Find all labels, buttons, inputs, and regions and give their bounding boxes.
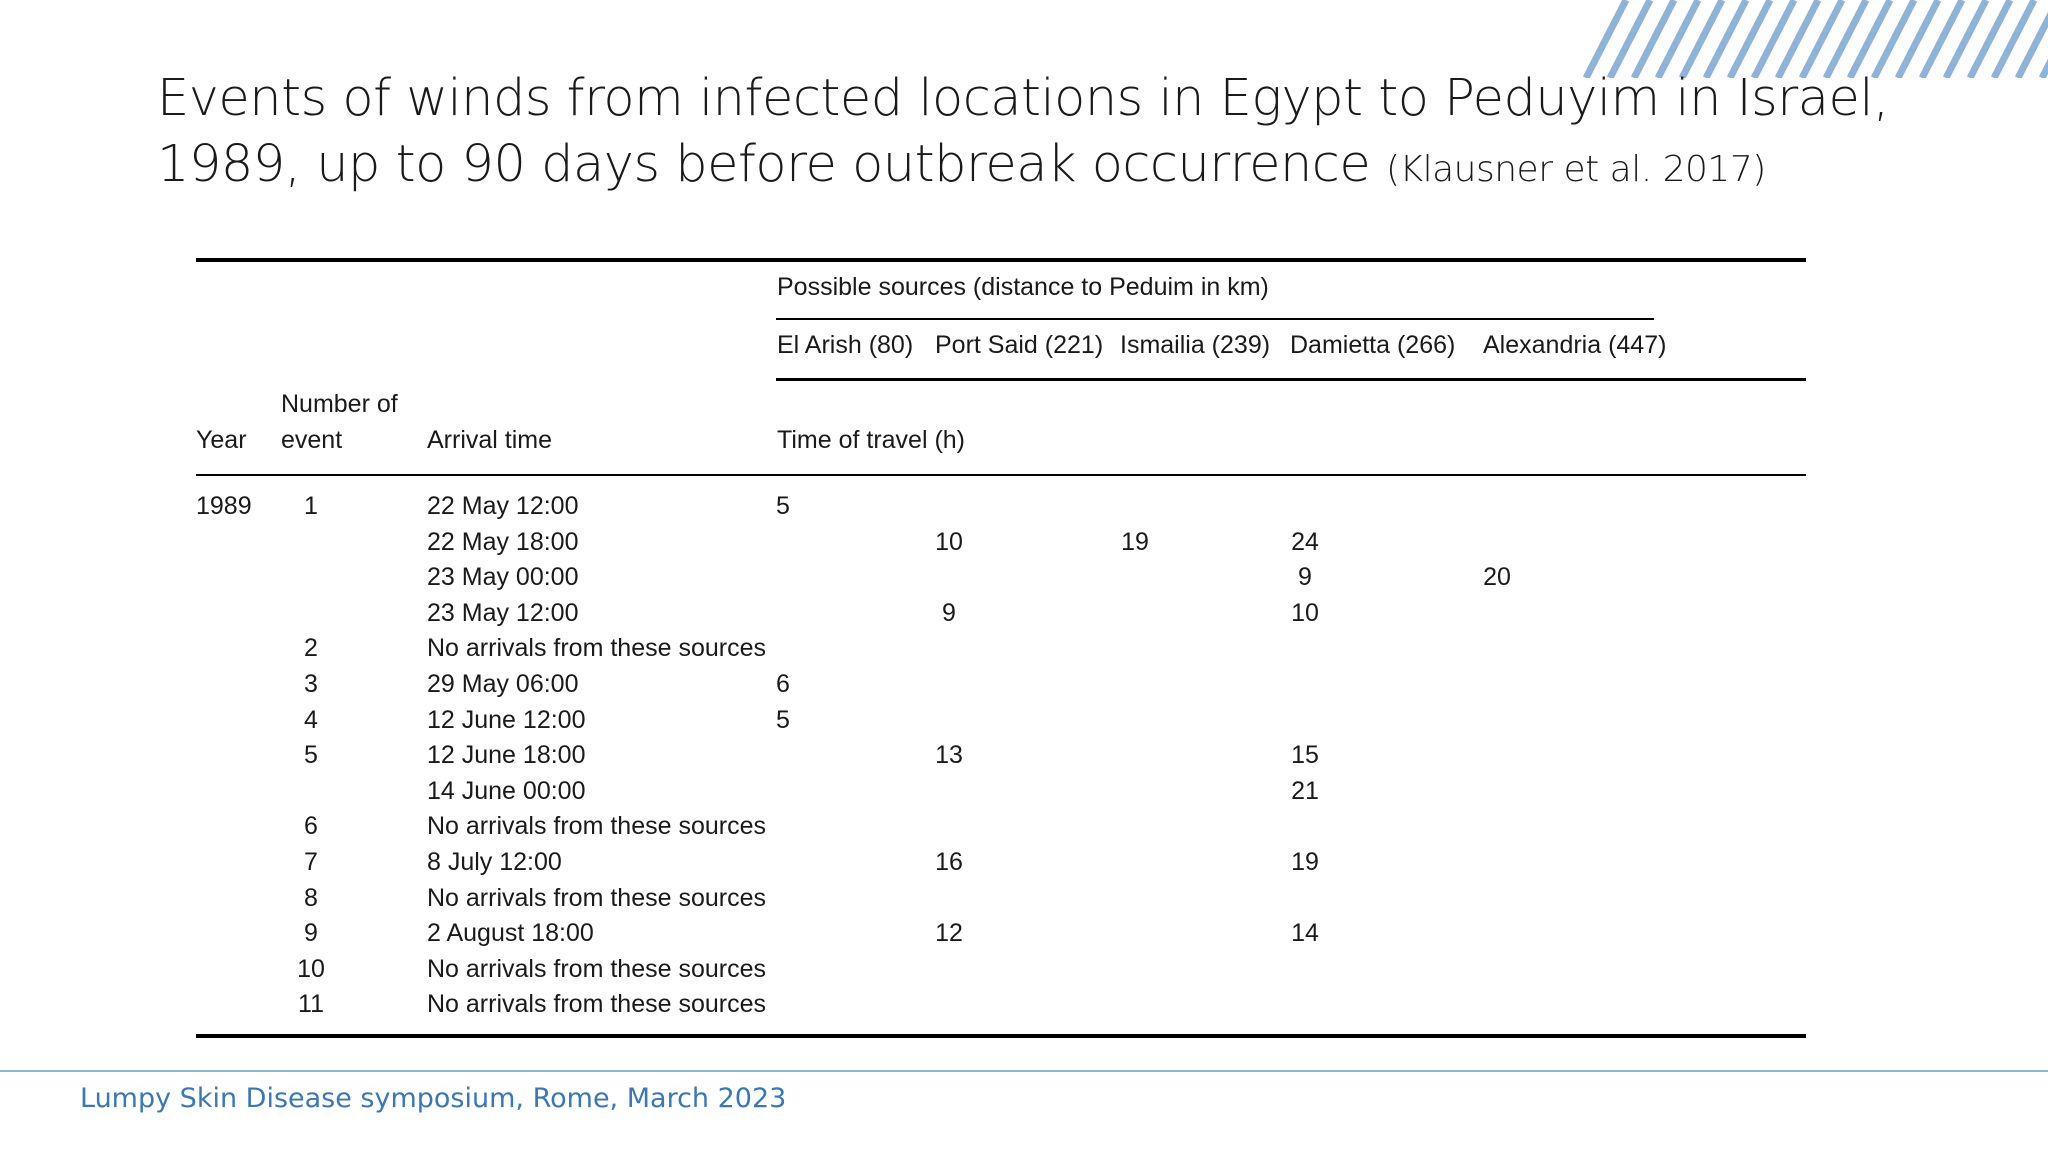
source-header-alexandria: Alexandria (447) [1483,331,1667,359]
row-arrival-time: 23 May 12:00 [427,598,579,627]
row-arrival-time: No arrivals from these sources [427,634,767,663]
row-travel-time: 6 [776,670,790,698]
source-header-damietta: Damietta (266) [1290,331,1456,359]
row-travel-time: 16 [935,848,963,876]
row-travel-time: 21 [1291,776,1319,805]
row-event-number: 4 [304,705,318,734]
table-bottom-rule [196,1034,1806,1038]
source-header-ismailia: Ismailia (239) [1120,331,1271,359]
row-event-number: 2 [304,634,318,663]
row-travel-time: 9 [942,598,956,627]
row-travel-time: 19 [1291,848,1319,876]
stripe [1946,0,1986,78]
source-header-port-said: Port Said (221) [935,331,1104,359]
stripe [1994,0,2034,78]
wind-events-table [196,258,1806,1038]
row-arrival-time: No arrivals from these sources [427,883,767,912]
header-bottom-rule [196,474,1806,476]
row-travel-time: 10 [935,527,963,556]
row-year: 1989 [196,492,252,520]
row-arrival-time: 12 June 18:00 [427,741,586,770]
row-event-number: 8 [304,883,318,912]
row-event-number: 7 [304,848,318,876]
stripe [1922,0,1962,78]
sources-rule [776,378,1806,381]
row-travel-time: 9 [1298,563,1312,592]
col-header-travel-time: Time of travel (h) [777,426,966,454]
row-arrival-time: No arrivals from these sources [427,990,767,1019]
row-arrival-time: 22 May 12:00 [427,492,579,520]
source-header-el-arish: El Arish (80) [777,331,914,359]
row-travel-time: 5 [776,705,790,734]
row-arrival-time: 23 May 00:00 [427,563,579,592]
col-header-year: Year [196,426,247,454]
row-event-number: 10 [297,954,325,983]
slide-title [157,66,1917,203]
group-header: Possible sources (distance to Peduim in km) [777,273,1269,301]
row-travel-time: 15 [1291,741,1319,770]
stripe [2042,0,2048,78]
row-travel-time: 14 [1291,919,1319,948]
col-header-arrival: Arrival time [427,426,553,454]
row-arrival-time: No arrivals from these sources [427,812,767,841]
table-top-rule [196,258,1806,262]
stripe [2018,0,2048,78]
row-travel-time: 10 [1291,598,1319,627]
row-event-number: 5 [304,741,318,770]
row-travel-time: 13 [935,741,963,770]
footer-divider [0,1070,2048,1072]
row-arrival-time: No arrivals from these sources [427,954,767,983]
title-citation: (Klausner et al. 2017) [1385,149,1766,190]
row-event-number: 9 [304,919,318,948]
footer-text: Lumpy Skin Disease symposium, Rome, March 2023 [80,1083,787,1114]
col-header-event-line1: Number of [281,390,398,418]
row-event-number: 1 [304,492,318,520]
row-event-number: 6 [304,812,318,841]
row-event-number: 3 [304,670,318,698]
row-travel-time: 12 [935,919,963,948]
group-header-rule [776,318,1654,320]
row-arrival-time: 12 June 12:00 [427,705,586,734]
row-travel-time: 5 [776,492,790,520]
row-arrival-time: 8 July 12:00 [427,848,562,876]
col-header-event-line2: event [281,426,343,454]
stripe [1970,0,2010,78]
row-arrival-time: 14 June 00:00 [427,776,586,805]
title-main: Events of winds from infected locations in Egypt to Peduyim in Israel, 1989, up to 90 days before outbreak occurrence [157,69,1889,194]
row-travel-time: 20 [1483,563,1511,592]
row-arrival-time: 29 May 06:00 [427,670,579,698]
row-event-number: 11 [298,990,324,1019]
row-travel-time: 19 [1121,527,1149,556]
row-arrival-time: 22 May 18:00 [427,527,579,556]
row-arrival-time: 2 August 18:00 [427,919,594,948]
row-travel-time: 24 [1291,527,1319,556]
